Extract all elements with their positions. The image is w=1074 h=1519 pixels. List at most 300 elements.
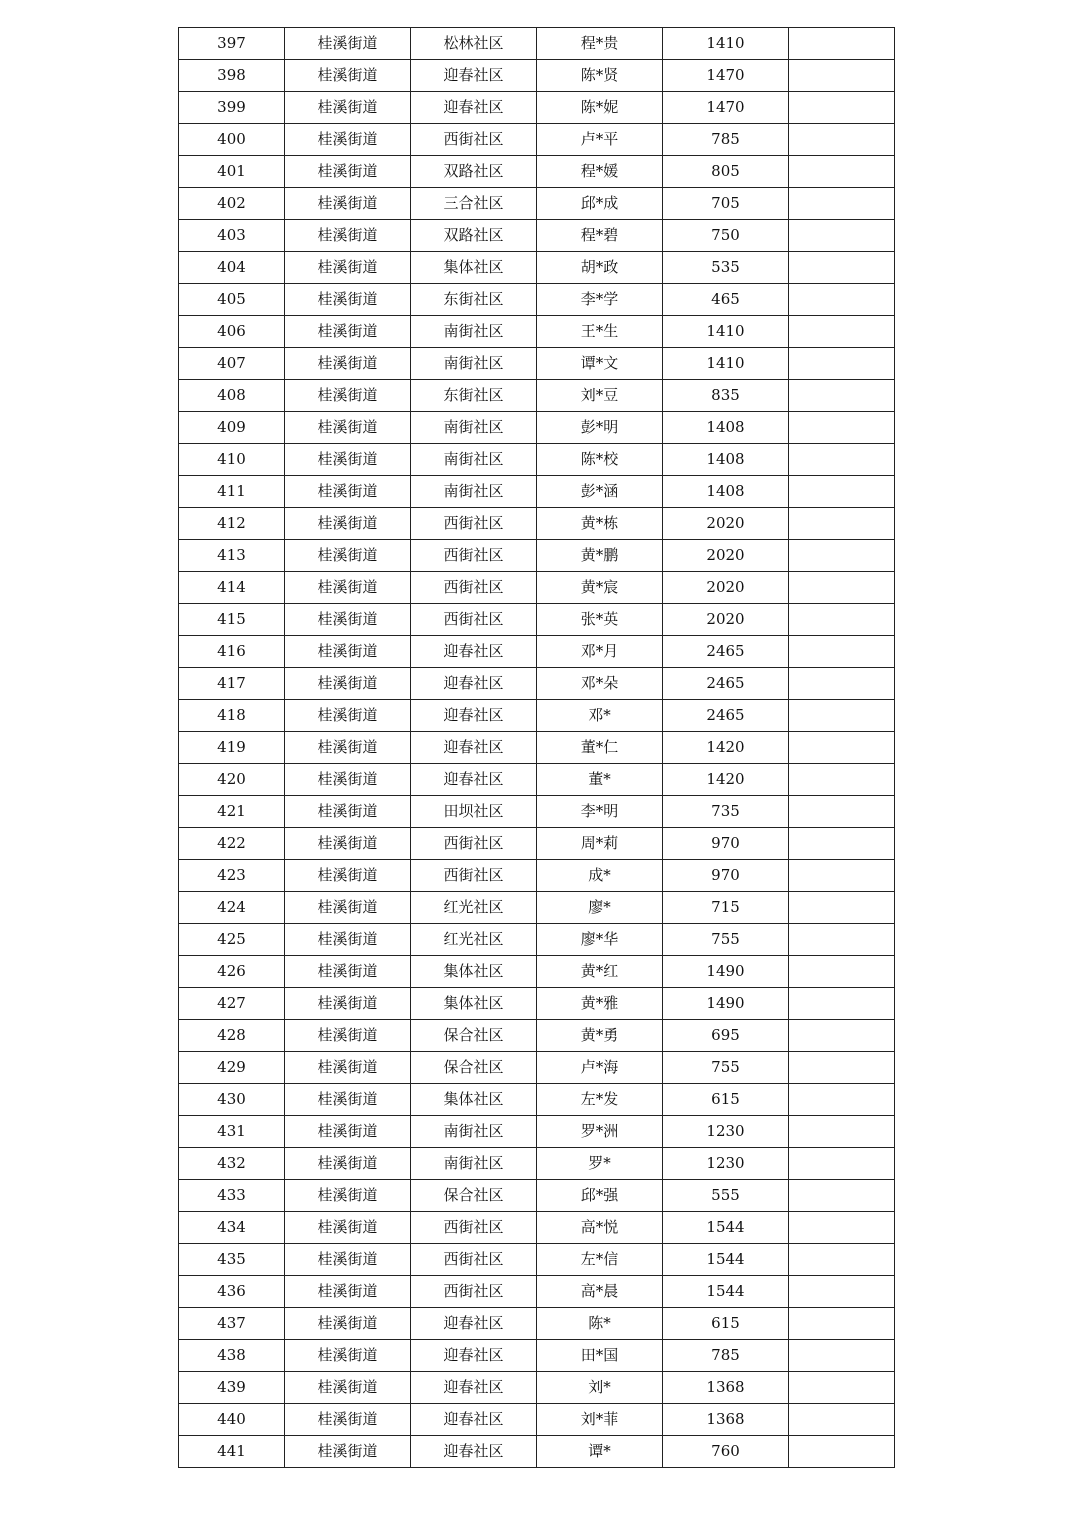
street-cell: 桂溪街道 — [285, 508, 411, 540]
remark-cell — [789, 636, 895, 668]
street-cell: 桂溪街道 — [285, 1308, 411, 1340]
name-cell: 胡*政 — [537, 252, 663, 284]
remark-cell — [789, 1020, 895, 1052]
row-number-cell: 406 — [179, 316, 285, 348]
amount-cell: 970 — [663, 828, 789, 860]
street-cell: 桂溪街道 — [285, 476, 411, 508]
name-cell: 王*生 — [537, 316, 663, 348]
remark-cell — [789, 156, 895, 188]
street-cell: 桂溪街道 — [285, 156, 411, 188]
name-cell: 邓* — [537, 700, 663, 732]
row-number-cell: 437 — [179, 1308, 285, 1340]
row-number-cell: 402 — [179, 188, 285, 220]
community-cell: 集体社区 — [411, 988, 537, 1020]
community-cell: 迎春社区 — [411, 92, 537, 124]
table-row — [179, 1180, 895, 1212]
community-cell: 保合社区 — [411, 1052, 537, 1084]
community-cell: 红光社区 — [411, 924, 537, 956]
table-row — [179, 956, 895, 988]
street-cell: 桂溪街道 — [285, 860, 411, 892]
name-cell: 邱*成 — [537, 188, 663, 220]
street-cell: 桂溪街道 — [285, 124, 411, 156]
amount-cell: 1408 — [663, 412, 789, 444]
amount-cell: 1490 — [663, 988, 789, 1020]
name-cell: 黄*雅 — [537, 988, 663, 1020]
table-row — [179, 380, 895, 412]
name-cell: 卢*海 — [537, 1052, 663, 1084]
data-table — [178, 27, 895, 1468]
remark-cell — [789, 1308, 895, 1340]
row-number-cell: 432 — [179, 1148, 285, 1180]
row-number-cell: 419 — [179, 732, 285, 764]
community-cell: 南街社区 — [411, 1116, 537, 1148]
street-cell: 桂溪街道 — [285, 1212, 411, 1244]
street-cell: 桂溪街道 — [285, 92, 411, 124]
remark-cell — [789, 1148, 895, 1180]
amount-cell: 2020 — [663, 604, 789, 636]
remark-cell — [789, 764, 895, 796]
name-cell: 邓*朵 — [537, 668, 663, 700]
table-row — [179, 284, 895, 316]
amount-cell: 2465 — [663, 636, 789, 668]
street-cell: 桂溪街道 — [285, 540, 411, 572]
table-row — [179, 412, 895, 444]
street-cell: 桂溪街道 — [285, 1340, 411, 1372]
remark-cell — [789, 988, 895, 1020]
community-cell: 迎春社区 — [411, 732, 537, 764]
amount-cell: 2465 — [663, 700, 789, 732]
table-row — [179, 1084, 895, 1116]
name-cell: 黄*宸 — [537, 572, 663, 604]
community-cell: 集体社区 — [411, 956, 537, 988]
name-cell: 成* — [537, 860, 663, 892]
row-number-cell: 429 — [179, 1052, 285, 1084]
amount-cell: 1230 — [663, 1116, 789, 1148]
amount-cell: 970 — [663, 860, 789, 892]
street-cell: 桂溪街道 — [285, 572, 411, 604]
community-cell: 保合社区 — [411, 1180, 537, 1212]
remark-cell — [789, 796, 895, 828]
row-number-cell: 439 — [179, 1372, 285, 1404]
street-cell: 桂溪街道 — [285, 764, 411, 796]
amount-cell: 1408 — [663, 444, 789, 476]
community-cell: 迎春社区 — [411, 1372, 537, 1404]
community-cell: 迎春社区 — [411, 1436, 537, 1468]
table-row — [179, 1148, 895, 1180]
amount-cell: 735 — [663, 796, 789, 828]
remark-cell — [789, 412, 895, 444]
street-cell: 桂溪街道 — [285, 1020, 411, 1052]
table-row — [179, 764, 895, 796]
table-row — [179, 1372, 895, 1404]
amount-cell: 1544 — [663, 1212, 789, 1244]
row-number-cell: 436 — [179, 1276, 285, 1308]
street-cell: 桂溪街道 — [285, 1404, 411, 1436]
name-cell: 黄*红 — [537, 956, 663, 988]
remark-cell — [789, 348, 895, 380]
name-cell: 邓*月 — [537, 636, 663, 668]
community-cell: 迎春社区 — [411, 700, 537, 732]
community-cell: 西街社区 — [411, 1244, 537, 1276]
table-row — [179, 1308, 895, 1340]
community-cell: 西街社区 — [411, 124, 537, 156]
community-cell: 西街社区 — [411, 828, 537, 860]
row-number-cell: 398 — [179, 60, 285, 92]
amount-cell: 695 — [663, 1020, 789, 1052]
amount-cell: 2465 — [663, 668, 789, 700]
name-cell: 李*明 — [537, 796, 663, 828]
community-cell: 南街社区 — [411, 1148, 537, 1180]
amount-cell: 1410 — [663, 348, 789, 380]
name-cell: 董* — [537, 764, 663, 796]
remark-cell — [789, 1436, 895, 1468]
table-row — [179, 1340, 895, 1372]
name-cell: 黄*鹏 — [537, 540, 663, 572]
name-cell: 罗* — [537, 1148, 663, 1180]
table-row — [179, 444, 895, 476]
table-row — [179, 572, 895, 604]
community-cell: 南街社区 — [411, 348, 537, 380]
amount-cell: 2020 — [663, 508, 789, 540]
row-number-cell: 420 — [179, 764, 285, 796]
community-cell: 集体社区 — [411, 1084, 537, 1116]
table-row — [179, 1020, 895, 1052]
community-cell: 西街社区 — [411, 540, 537, 572]
name-cell: 邱*强 — [537, 1180, 663, 1212]
community-cell: 迎春社区 — [411, 764, 537, 796]
table-row — [179, 92, 895, 124]
community-cell: 集体社区 — [411, 252, 537, 284]
amount-cell: 755 — [663, 924, 789, 956]
table-row — [179, 316, 895, 348]
street-cell: 桂溪街道 — [285, 348, 411, 380]
name-cell: 高*晨 — [537, 1276, 663, 1308]
community-cell: 迎春社区 — [411, 636, 537, 668]
name-cell: 刘*豆 — [537, 380, 663, 412]
row-number-cell: 427 — [179, 988, 285, 1020]
amount-cell: 1368 — [663, 1404, 789, 1436]
row-number-cell: 408 — [179, 380, 285, 412]
street-cell: 桂溪街道 — [285, 988, 411, 1020]
remark-cell — [789, 892, 895, 924]
community-cell: 南街社区 — [411, 316, 537, 348]
community-cell: 迎春社区 — [411, 668, 537, 700]
community-cell: 东街社区 — [411, 284, 537, 316]
row-number-cell: 428 — [179, 1020, 285, 1052]
amount-cell: 1368 — [663, 1372, 789, 1404]
row-number-cell: 409 — [179, 412, 285, 444]
table-row — [179, 924, 895, 956]
amount-cell: 760 — [663, 1436, 789, 1468]
table-row — [179, 1212, 895, 1244]
remark-cell — [789, 188, 895, 220]
table-row — [179, 1276, 895, 1308]
remark-cell — [789, 1404, 895, 1436]
remark-cell — [789, 220, 895, 252]
table-row — [179, 1116, 895, 1148]
row-number-cell: 404 — [179, 252, 285, 284]
name-cell: 谭*文 — [537, 348, 663, 380]
street-cell: 桂溪街道 — [285, 220, 411, 252]
amount-cell: 755 — [663, 1052, 789, 1084]
row-number-cell: 438 — [179, 1340, 285, 1372]
table-row — [179, 124, 895, 156]
community-cell: 西街社区 — [411, 1276, 537, 1308]
street-cell: 桂溪街道 — [285, 924, 411, 956]
table-row — [179, 988, 895, 1020]
amount-cell: 1470 — [663, 60, 789, 92]
name-cell: 黄*勇 — [537, 1020, 663, 1052]
amount-cell: 1544 — [663, 1244, 789, 1276]
remark-cell — [789, 1340, 895, 1372]
name-cell: 程*贵 — [537, 28, 663, 60]
remark-cell — [789, 1052, 895, 1084]
remark-cell — [789, 252, 895, 284]
community-cell: 南街社区 — [411, 476, 537, 508]
amount-cell: 785 — [663, 1340, 789, 1372]
table-row — [179, 668, 895, 700]
row-number-cell: 424 — [179, 892, 285, 924]
community-cell: 双路社区 — [411, 156, 537, 188]
street-cell: 桂溪街道 — [285, 1180, 411, 1212]
remark-cell — [789, 1372, 895, 1404]
remark-cell — [789, 860, 895, 892]
row-number-cell: 431 — [179, 1116, 285, 1148]
row-number-cell: 410 — [179, 444, 285, 476]
table-row — [179, 540, 895, 572]
street-cell: 桂溪街道 — [285, 1084, 411, 1116]
remark-cell — [789, 668, 895, 700]
community-cell: 迎春社区 — [411, 60, 537, 92]
street-cell: 桂溪街道 — [285, 284, 411, 316]
amount-cell: 805 — [663, 156, 789, 188]
name-cell: 周*莉 — [537, 828, 663, 860]
row-number-cell: 400 — [179, 124, 285, 156]
row-number-cell: 441 — [179, 1436, 285, 1468]
street-cell: 桂溪街道 — [285, 188, 411, 220]
street-cell: 桂溪街道 — [285, 1052, 411, 1084]
remark-cell — [789, 28, 895, 60]
name-cell: 程*碧 — [537, 220, 663, 252]
remark-cell — [789, 540, 895, 572]
name-cell: 谭* — [537, 1436, 663, 1468]
table-row — [179, 732, 895, 764]
name-cell: 陈*妮 — [537, 92, 663, 124]
amount-cell: 1230 — [663, 1148, 789, 1180]
row-number-cell: 411 — [179, 476, 285, 508]
table-row — [179, 796, 895, 828]
street-cell: 桂溪街道 — [285, 604, 411, 636]
amount-cell: 750 — [663, 220, 789, 252]
remark-cell — [789, 284, 895, 316]
row-number-cell: 403 — [179, 220, 285, 252]
row-number-cell: 412 — [179, 508, 285, 540]
amount-cell: 615 — [663, 1308, 789, 1340]
name-cell: 廖* — [537, 892, 663, 924]
community-cell: 迎春社区 — [411, 1404, 537, 1436]
street-cell: 桂溪街道 — [285, 28, 411, 60]
table-row — [179, 156, 895, 188]
row-number-cell: 426 — [179, 956, 285, 988]
row-number-cell: 401 — [179, 156, 285, 188]
table-row — [179, 828, 895, 860]
name-cell: 黄*栋 — [537, 508, 663, 540]
row-number-cell: 416 — [179, 636, 285, 668]
community-cell: 南街社区 — [411, 444, 537, 476]
remark-cell — [789, 1116, 895, 1148]
street-cell: 桂溪街道 — [285, 732, 411, 764]
community-cell: 东街社区 — [411, 380, 537, 412]
row-number-cell: 405 — [179, 284, 285, 316]
community-cell: 迎春社区 — [411, 1308, 537, 1340]
table-row — [179, 476, 895, 508]
remark-cell — [789, 572, 895, 604]
table-row — [179, 28, 895, 60]
remark-cell — [789, 316, 895, 348]
row-number-cell: 414 — [179, 572, 285, 604]
street-cell: 桂溪街道 — [285, 316, 411, 348]
amount-cell: 555 — [663, 1180, 789, 1212]
community-cell: 红光社区 — [411, 892, 537, 924]
table-row — [179, 860, 895, 892]
street-cell: 桂溪街道 — [285, 668, 411, 700]
community-cell: 迎春社区 — [411, 1340, 537, 1372]
amount-cell: 1490 — [663, 956, 789, 988]
table-row — [179, 1244, 895, 1276]
remark-cell — [789, 476, 895, 508]
table-row — [179, 220, 895, 252]
table-row — [179, 188, 895, 220]
street-cell: 桂溪街道 — [285, 1372, 411, 1404]
remark-cell — [789, 1180, 895, 1212]
remark-cell — [789, 1244, 895, 1276]
row-number-cell: 430 — [179, 1084, 285, 1116]
remark-cell — [789, 1212, 895, 1244]
community-cell: 双路社区 — [411, 220, 537, 252]
street-cell: 桂溪街道 — [285, 956, 411, 988]
name-cell: 左*发 — [537, 1084, 663, 1116]
community-cell: 保合社区 — [411, 1020, 537, 1052]
table-row — [179, 636, 895, 668]
table-body — [179, 28, 895, 1468]
community-cell: 西街社区 — [411, 604, 537, 636]
row-number-cell: 435 — [179, 1244, 285, 1276]
row-number-cell: 421 — [179, 796, 285, 828]
row-number-cell: 425 — [179, 924, 285, 956]
street-cell: 桂溪街道 — [285, 252, 411, 284]
community-cell: 西街社区 — [411, 1212, 537, 1244]
street-cell: 桂溪街道 — [285, 412, 411, 444]
street-cell: 桂溪街道 — [285, 636, 411, 668]
community-cell: 西街社区 — [411, 860, 537, 892]
row-number-cell: 418 — [179, 700, 285, 732]
street-cell: 桂溪街道 — [285, 1436, 411, 1468]
table-row — [179, 60, 895, 92]
amount-cell: 785 — [663, 124, 789, 156]
remark-cell — [789, 828, 895, 860]
row-number-cell: 413 — [179, 540, 285, 572]
street-cell: 桂溪街道 — [285, 700, 411, 732]
row-number-cell: 422 — [179, 828, 285, 860]
street-cell: 桂溪街道 — [285, 1148, 411, 1180]
street-cell: 桂溪街道 — [285, 892, 411, 924]
amount-cell: 2020 — [663, 572, 789, 604]
remark-cell — [789, 924, 895, 956]
row-number-cell: 433 — [179, 1180, 285, 1212]
remark-cell — [789, 604, 895, 636]
table-row — [179, 1052, 895, 1084]
street-cell: 桂溪街道 — [285, 1244, 411, 1276]
name-cell: 刘* — [537, 1372, 663, 1404]
amount-cell: 615 — [663, 1084, 789, 1116]
remark-cell — [789, 124, 895, 156]
community-cell: 南街社区 — [411, 412, 537, 444]
name-cell: 陈*贤 — [537, 60, 663, 92]
name-cell: 高*悦 — [537, 1212, 663, 1244]
remark-cell — [789, 444, 895, 476]
community-cell: 西街社区 — [411, 572, 537, 604]
name-cell: 彭*涵 — [537, 476, 663, 508]
remark-cell — [789, 956, 895, 988]
row-number-cell: 397 — [179, 28, 285, 60]
table-row — [179, 892, 895, 924]
street-cell: 桂溪街道 — [285, 444, 411, 476]
name-cell: 田*国 — [537, 1340, 663, 1372]
street-cell: 桂溪街道 — [285, 796, 411, 828]
row-number-cell: 417 — [179, 668, 285, 700]
street-cell: 桂溪街道 — [285, 380, 411, 412]
amount-cell: 1420 — [663, 732, 789, 764]
table-row — [179, 1404, 895, 1436]
row-number-cell: 399 — [179, 92, 285, 124]
amount-cell: 465 — [663, 284, 789, 316]
name-cell: 张*英 — [537, 604, 663, 636]
remark-cell — [789, 92, 895, 124]
name-cell: 程*媛 — [537, 156, 663, 188]
row-number-cell: 440 — [179, 1404, 285, 1436]
remark-cell — [789, 508, 895, 540]
street-cell: 桂溪街道 — [285, 1116, 411, 1148]
row-number-cell: 434 — [179, 1212, 285, 1244]
amount-cell: 715 — [663, 892, 789, 924]
name-cell: 陈* — [537, 1308, 663, 1340]
community-cell: 西街社区 — [411, 508, 537, 540]
remark-cell — [789, 60, 895, 92]
name-cell: 刘*菲 — [537, 1404, 663, 1436]
amount-cell: 835 — [663, 380, 789, 412]
street-cell: 桂溪街道 — [285, 60, 411, 92]
table-row — [179, 252, 895, 284]
table-row — [179, 700, 895, 732]
amount-cell: 2020 — [663, 540, 789, 572]
name-cell: 罗*洲 — [537, 1116, 663, 1148]
row-number-cell: 415 — [179, 604, 285, 636]
amount-cell: 1408 — [663, 476, 789, 508]
remark-cell — [789, 1276, 895, 1308]
amount-cell: 1470 — [663, 92, 789, 124]
remark-cell — [789, 380, 895, 412]
community-cell: 田坝社区 — [411, 796, 537, 828]
table-row — [179, 1436, 895, 1468]
remark-cell — [789, 1084, 895, 1116]
row-number-cell: 423 — [179, 860, 285, 892]
row-number-cell: 407 — [179, 348, 285, 380]
community-cell: 三合社区 — [411, 188, 537, 220]
remark-cell — [789, 700, 895, 732]
amount-cell: 705 — [663, 188, 789, 220]
name-cell: 陈*校 — [537, 444, 663, 476]
amount-cell: 1420 — [663, 764, 789, 796]
